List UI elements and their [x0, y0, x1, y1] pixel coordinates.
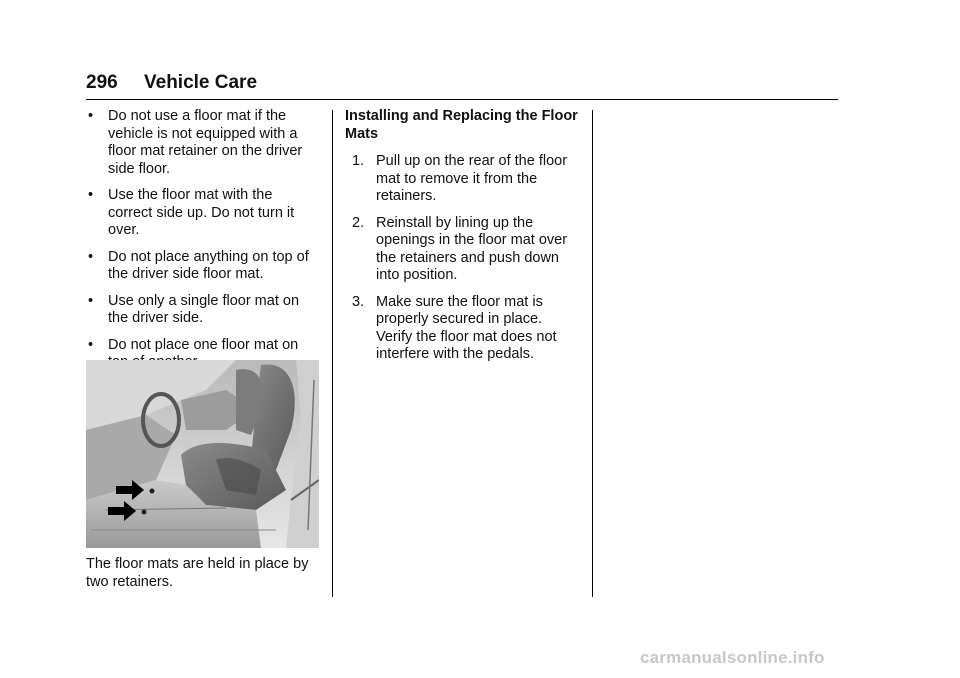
column-divider: [592, 110, 593, 597]
left-column: [86, 108, 320, 381]
section-heading: Installing and Replacing the Floor Mats: [345, 108, 578, 142]
step-number: 1.: [352, 153, 365, 169]
step-item: 2. Reinstall by lining up the openings in the floor mat over the retainers and push down into position.: [352, 214, 568, 283]
column-divider: [332, 110, 333, 597]
bullet-dot: •: [88, 108, 94, 124]
bullet-item: • Do not use a floor mat if the vehicle is not equipped with a floor mat retainer on the driver side floor.: [88, 108, 303, 177]
floor-mat-retainer-illustration: [86, 360, 319, 548]
bullet-dot: •: [88, 336, 94, 353]
warning-bullet-list: [86, 108, 320, 372]
middle-column: [345, 108, 580, 373]
section-title: Vehicle Care: [144, 72, 258, 93]
step-number: 3.: [352, 293, 365, 310]
bullet-item: • Use the floor mat with the correct side up. Do not turn it over.: [88, 187, 295, 238]
bullet-dot: •: [88, 292, 94, 309]
bullet-item: • Do not place anything on top of the driver side floor mat.: [88, 248, 309, 282]
step-item: 1. Pull up on the rear of the floor mat to remove it from the retainers.: [352, 153, 568, 204]
car-interior-drawing: [86, 360, 319, 548]
step-list: [345, 153, 580, 364]
bullet-item: • Do not place one floor mat on: [88, 336, 299, 353]
watermark: carmanualsonline.info: [640, 648, 825, 667]
step-item: 3. Make sure the floor mat is properly secured in place. Verify the floor mat does not interfere with the pedals.: [352, 293, 557, 362]
bullet-dot: •: [88, 187, 94, 203]
page-header: [86, 72, 838, 100]
page-number: 296: [86, 72, 118, 93]
bullet-item: • Use only a single floor mat on the driver side.: [88, 292, 300, 326]
figure-caption: The floor mats are held in place by two retainers.: [86, 556, 309, 590]
header-rule: [86, 99, 838, 100]
step-number: 2.: [352, 214, 365, 231]
bullet-dot: •: [88, 248, 94, 265]
